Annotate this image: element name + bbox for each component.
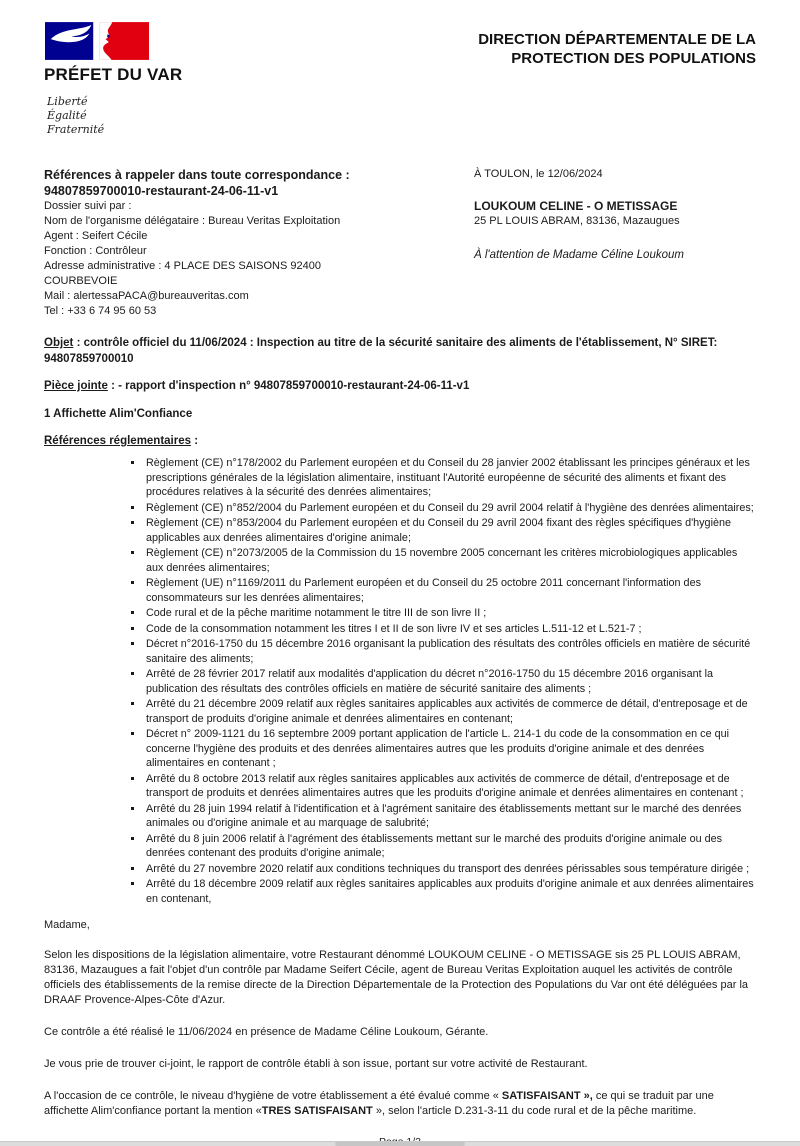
regulatory-item: ▪ Arrêté du 8 juin 2006 relatif à l'agrément des établissements mettant sur le marché des produits d'origine animale ou des denrées contenant des produits d'origine animale;	[144, 832, 756, 861]
body-paragraph-3: Je vous prie de trouver ci-joint, le rapport de contrôle établi à son issue, portant sur votre activité de Restaurant.	[44, 1058, 588, 1070]
p4-text: A l'occasion de ce contrôle, le niveau d'hygiène de votre établissement a été évalué comme «	[44, 1090, 502, 1102]
organization-title: DIRECTION DÉPARTEMENTALE DE LA PROTECTION DES POPULATIONS	[478, 31, 756, 67]
attachment-label: Pièce jointe	[44, 380, 108, 392]
regulatory-title: Références réglementaires	[44, 435, 192, 447]
attention-line: À l'attention de Madame Céline Loukoum	[474, 249, 684, 261]
regulatory-item: ▪ Arrêté du 28 juin 1994 relatif à l'identification et à l'agrément sanitaire des établissements mettant sur le marché des denrées animales ou d'origine animale et au marquage de salubrité;	[144, 802, 756, 831]
references-title: Références à rappeler dans toute correspondance :	[44, 168, 350, 182]
reference-number: 94807859700010-restaurant-24-06-11-v1	[44, 184, 279, 198]
regulatory-item: ▪ Règlement (CE) n°852/2004 du Parlement européen et du Conseil du 29 avril 2004 relatif à l'hygiène des denrées alimentaires;	[144, 501, 756, 516]
p4-text: ce qui se traduit par une affichette Alim'confiance portant la mention «	[44, 1090, 714, 1117]
motto-line-egalite: Égalité	[47, 109, 87, 122]
body-paragraph-2: Ce contrôle a été réalisé le 11/06/2024 en présence de Madame Céline Loukoum, Gérante.	[44, 1026, 489, 1038]
motto-line-fraternite: Fraternité	[47, 123, 105, 136]
references-block	[44, 167, 389, 319]
attachment-line	[44, 380, 756, 392]
regulatory-item: ▪ Arrêté du 27 novembre 2020 relatif aux conditions techniques du transport des denrées périssables sous température dirigée ;	[144, 862, 756, 877]
regulatory-item: ▪ Règlement (UE) n°1169/2011 du Parlement européen et du Conseil du 25 octobre 2011 concernant l'information des consommateurs sur les denrées alimentaires;	[144, 576, 756, 605]
tel-line: Tel : +33 6 74 95 60 53	[44, 305, 157, 317]
adresse-line: Adresse administrative : 4 PLACE DES SAISONS 92400 COURBEVOIE	[44, 260, 321, 287]
subject-text: : contrôle officiel du 11/06/2024 : Inspection au titre de la sécurité sanitaire des aliments de l'établissement, N° SIRET: 94807859700010	[44, 337, 718, 365]
regulatory-item: ▪ Code de la consommation notamment les titres I et II de son livre IV et ses articles L.511-12 et L.521-7 ;	[144, 622, 756, 637]
p4-rating-tres-satisfaisant: TRES SATISFAISANT	[261, 1105, 373, 1117]
regulatory-item: ▪ Arrêté de 28 février 2017 relatif aux modalités d'application du décret n°2016-1750 du 15 décembre 2016 organisant la publication des résultats des contrôles officiels en matière de sécurité sanitaire des aliments ;	[144, 667, 756, 696]
recipient-block	[474, 167, 756, 319]
horizontal-scrollbar-track[interactable]	[0, 1141, 800, 1146]
regulatory-item: ▪ Arrêté du 21 décembre 2009 relatif aux règles sanitaires applicables aux activités de commerce de détail, d'entreposage et de transport de produits d'origine animale et denrées alimentaires en contenant;	[144, 697, 756, 726]
regulatory-item: ▪ Arrêté du 8 octobre 2013 relatif aux règles sanitaires applicables aux activités de commerce de détail, d'entreposage et de transport de produits et denrées alimentaires autres que les produits d'origine animale et denrées alimentaires en contenant ;	[144, 772, 756, 801]
agent-line: Agent : Seifert Cécile	[44, 230, 148, 242]
regulatory-item: ▪ Code rural et de la pêche maritime notamment le titre III de son livre II ;	[144, 606, 756, 621]
subject-line	[44, 336, 756, 367]
republic-motto	[47, 95, 344, 137]
regulatory-title-line	[44, 435, 756, 447]
regulatory-item: ▪ Règlement (CE) n°178/2002 du Parlement européen et du Conseil du 28 janvier 2002 établissant les principes généraux et les prescriptions générales de la législation alimentaire, instituant l'Autorité européenne de sécurité des aliments et fixant des procédures relatives à la sécurité des denrées alimentaires;	[144, 456, 756, 500]
p4-text: », selon l'article D.231-3-11 du code rural et de la pêche maritime.	[372, 1105, 697, 1117]
body-paragraph-1: Selon les dispositions de la législation alimentaire, votre Restaurant dénommé LOUKOUM CELINE - O METISSAGE sis 25 PL LOUIS ABRAM, 83136, Mazaugues a fait l'objet d'un contrôle par Madame Seifert Cécile, agent de Bureau Veritas Exploitation auquel les activités de contrôle officiels des établissements de la remise directe de la Direction Départementale de la Protection des Populations du Var ont été déléguées par la DRAAF Provence-Alpes-Côte d'Azur.	[44, 949, 748, 1006]
prefecture-logo-block	[44, 22, 344, 137]
organisme-line: Nom de l'organisme délégataire : Bureau Veritas Exploitation	[44, 215, 341, 227]
dossier-line: Dossier suivi par :	[44, 200, 132, 212]
salutation: Madame,	[44, 919, 90, 931]
regulatory-item: ▪ Décret n° 2009-1121 du 16 septembre 2009 portant application de l'article L. 214-1 du code de la consommation en ce qui concerne l'hygiène des produits et des denrées alimentaires autres que les produits d'origine animale et des denrées alimentaires en contenant ;	[144, 727, 756, 771]
place-date: À TOULON, le 12/06/2024	[474, 168, 603, 180]
attachment-note: 1 Affichette Alim'Confiance	[44, 408, 193, 420]
prefecture-name: PRÉFET DU VAR	[44, 65, 183, 84]
p4-rating-satisfaisant: SATISFAISANT »,	[501, 1090, 593, 1102]
mail-line: Mail : alertessaPACA@bureauveritas.com	[44, 290, 249, 302]
regulatory-item: ▪ Règlement (CE) n°853/2004 du Parlement européen et du Conseil du 29 avril 2004 fixant des règles spécifiques d'hygiène applicables aux denrées alimentaires d'origine animale;	[144, 516, 756, 545]
info-row	[44, 167, 756, 319]
recipient-address: 25 PL LOUIS ABRAM, 83136, Mazaugues	[474, 215, 680, 227]
regulatory-title-colon: :	[191, 435, 199, 447]
regulatory-item: ▪ Décret n°2016-1750 du 15 décembre 2016 organisant la publication des résultats des contrôles officiels en matière de sécurité sanitaire des aliments;	[144, 637, 756, 666]
regulatory-item: ▪ Arrêté du 18 décembre 2009 relatif aux règles sanitaires applicables aux produits d'origine animale et aux denrées alimentaires en contenant,	[144, 877, 756, 906]
fonction-line: Fonction : Contrôleur	[44, 245, 147, 257]
french-flag-marianne-icon	[45, 22, 149, 60]
motto-line-liberte: Liberté	[47, 95, 88, 108]
header	[44, 22, 756, 137]
regulatory-item: ▪ Règlement (CE) n°2073/2005 de la Commission du 15 novembre 2005 concernant les critères microbiologiques applicables aux denrées alimentaires;	[144, 546, 756, 575]
horizontal-scrollbar-thumb[interactable]	[335, 1142, 465, 1146]
recipient-name: LOUKOUM CELINE - O METISSAGE	[474, 199, 678, 213]
regulatory-list	[130, 456, 756, 906]
subject-label: Objet	[44, 337, 74, 349]
body-paragraph-4	[44, 1089, 756, 1119]
attachment-text: : - rapport d'inspection n° 94807859700010-restaurant-24-06-11-v1	[107, 380, 470, 392]
